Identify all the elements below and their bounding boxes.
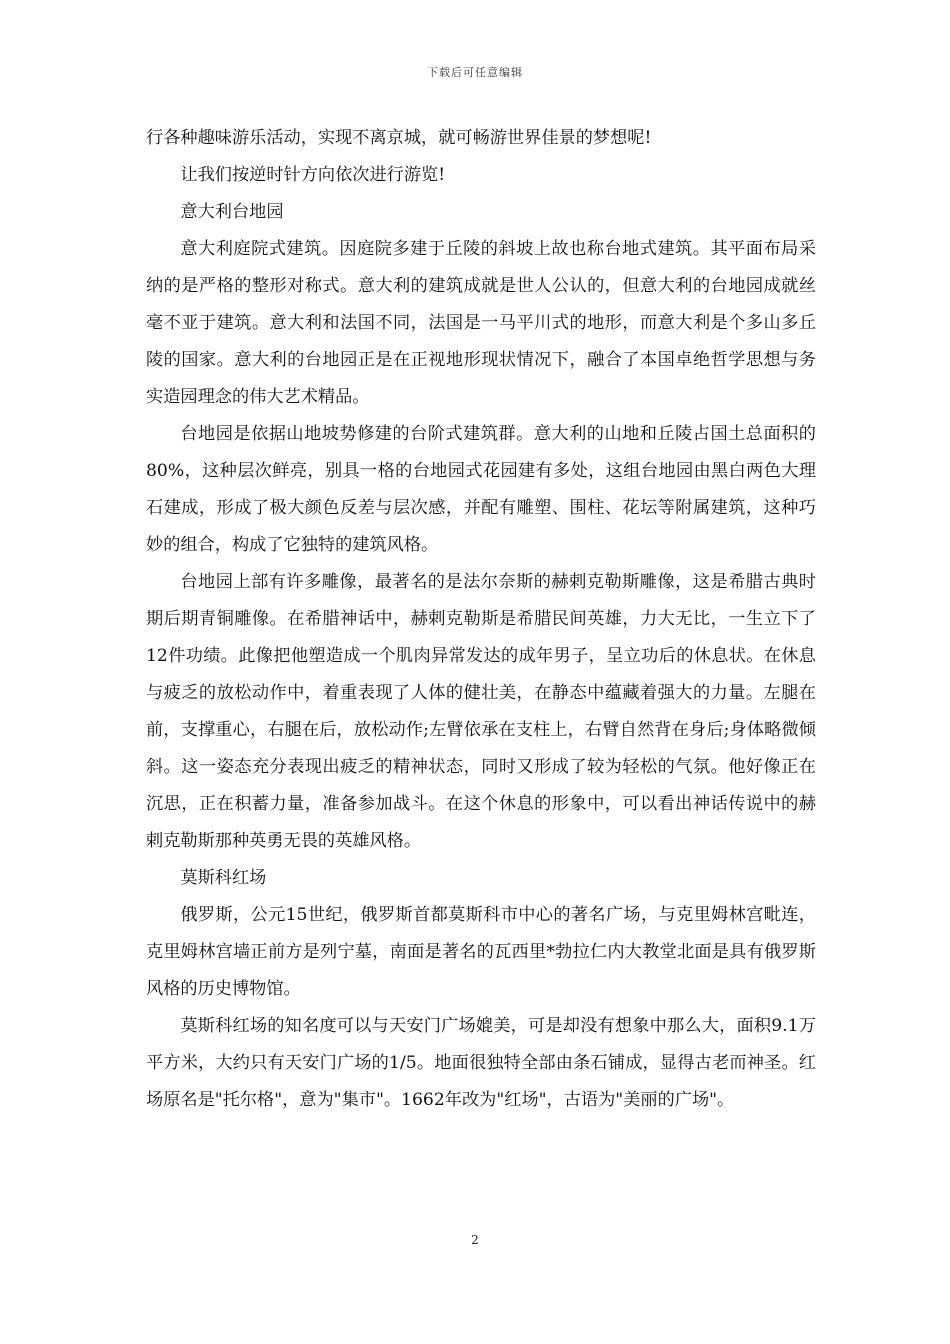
paragraph: 俄罗斯，公元15世纪，俄罗斯首都莫斯科市中心的著名广场，与克里姆林宫毗连，克里姆林宫墙正前方是列宁墓，南面是著名的瓦西里*勃拉仁内大教堂北面是具有俄罗斯风格的历史博物馆。: [146, 905, 816, 999]
page-number: 2: [471, 1233, 479, 1247]
paragraph: 莫斯科红场的知名度可以与天安门广场媲美，可是却没有想象中那么大，面积9.1万平方米，大约只有天安门广场的1/5。地面很独特全部由条石铺成，显得古老而神圣。红场原名是"托尔格"，意为"集市"。1662年改为"红场"，古语为"美丽的广场"。: [146, 1016, 816, 1110]
document-body: [146, 120, 816, 1119]
section-heading-italy: 意大利台地园: [180, 202, 284, 222]
page-header: 下载后可任意编辑: [427, 66, 523, 79]
section-heading-moscow: 莫斯科红场: [180, 868, 267, 888]
paragraph: 让我们按逆时针方向依次进行游览!: [180, 165, 446, 185]
paragraph: 台地园是依据山地坡势修建的台阶式建筑群。意大利的山地和丘陵占国土总面积的80%，这种层次鲜亮，别具一格的台地园式花园建有多处，这组台地园由黑白两色大理石建成，形成了极大颜色反差与层次感，并配有雕塑、围柱、花坛等附属建筑，这种巧妙的组合，构成了它独特的建筑风格。: [146, 424, 816, 555]
paragraph: 台地园上部有许多雕像，最著名的是法尔奈斯的赫剌克勒斯雕像，这是希腊古典时期后期青铜雕像。在希腊神话中，赫剌克勒斯是希腊民间英雄，力大无比，一生立下了12件功绩。此像把他塑造成一个肌肉异常发达的成年男子，呈立功后的休息状。在休息与疲乏的放松动作中，着重表现了人体的健壮美，在静态中蕴藏着强大的力量。左腿在前，支撑重心，右腿在后，放松动作;左臂依承在支柱上，右臂自然背在身后;身体略微倾斜。这一姿态充分表现出疲乏的精神状态，同时又形成了较为轻松的气氛。他好像正在沉思，正在积蓄力量，准备参加战斗。在这个休息的形象中，可以看出神话传说中的赫剌克勒斯那种英勇无畏的英雄风格。: [146, 572, 816, 851]
paragraph-continuation: 行各种趣味游乐活动，实现不离京城，就可畅游世界佳景的梦想呢!: [146, 128, 652, 148]
paragraph: 意大利庭院式建筑。因庭院多建于丘陵的斜坡上故也称台地式建筑。其平面布局采纳的是严格的整形对称式。意大利的建筑成就是世人公认的，但意大利的台地园成就丝毫不亚于建筑。意大利和法国不同，法国是一马平川式的地形，而意大利是个多山多丘陵的国家。意大利的台地园正是在正视地形现状情况下，融合了本国卓绝哲学思想与务实造园理念的伟大艺术精品。: [146, 239, 816, 407]
